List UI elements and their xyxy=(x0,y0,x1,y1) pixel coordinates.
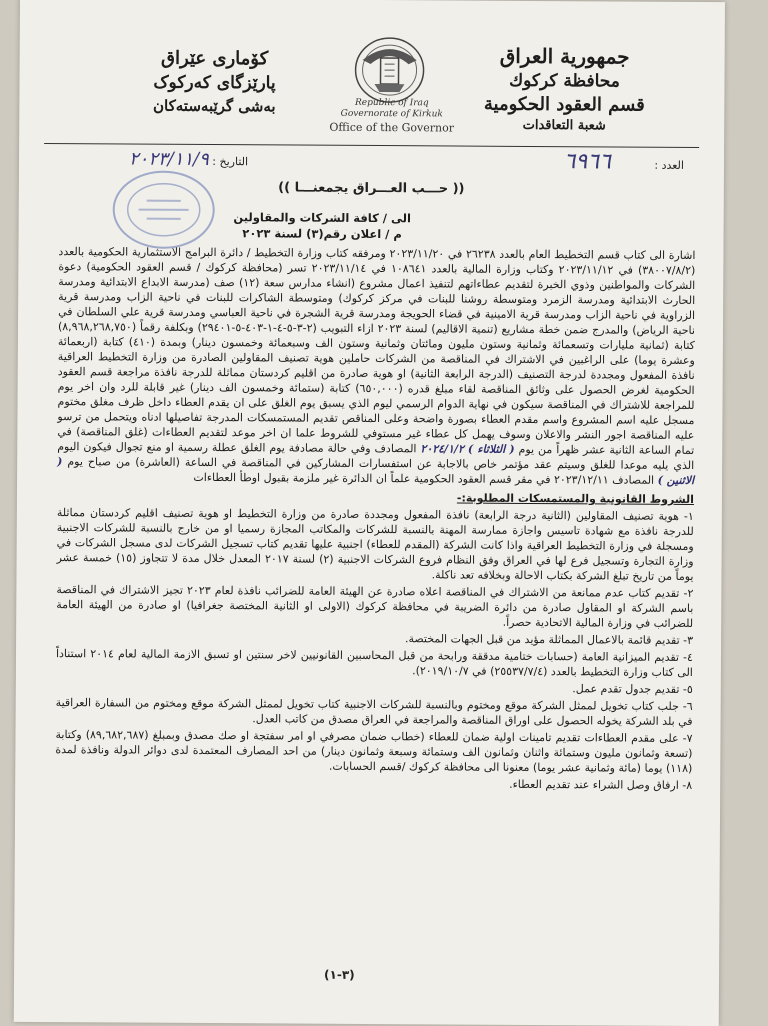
reference-number xyxy=(564,149,685,175)
reference-number-label: العدد : xyxy=(654,158,685,172)
iraq-eagle-emblem-icon xyxy=(344,28,434,109)
main-paragraph xyxy=(57,244,695,488)
header-divider xyxy=(44,143,699,148)
requirements-title: الشروط القانونية والمستمسكات المطلوبة:- xyxy=(456,491,694,506)
announcement-body xyxy=(55,208,696,795)
requirement-item: ٨- ارفاق وصل الشراء عند تقديم العطاء. xyxy=(509,777,693,792)
requirement-item: ٦- جلب كتاب تخويل لممثل الشركة موقع ومختوم وبالنسبة للشركات الاجنبية كتاب تخويل لممثل الشركة موقع ومختوم من السفارة العراقية في بلد الشركة يخوله الحصول على اوراق المناقصة والمراجعة في العراق مصدق من كاتب العدل. xyxy=(55,696,693,728)
header-kurdish-country: كۆماری عێراق xyxy=(161,47,269,70)
header-english xyxy=(319,98,464,137)
page-number: (٣-١) xyxy=(324,967,355,982)
reference-number-value: ٦٩٦٦ xyxy=(563,149,611,175)
document-page xyxy=(14,0,725,1026)
requirement-item: ٧- على مقدم العطاءات تقديم تامينات اولية ضمان للعطاء (خطاب ضمان مصرفي او امر سفتجة او صك مصدق وبمبلغ (٨٩,٦٨٢,٦٨٧) وكتابة (تسعة وثمانون مليون وستمائة واثنان وثمانون الف وستمائة وسبعة وثمانون دينار) من احد المصارف المعتمدة لدى دوائر الدولة ونافذة لمدة (١١٨) يوما (مائة وثمانية عشر يوما) معنونا الى محافظة كركوك /قسم الحسابات. xyxy=(55,728,693,775)
header-en-governorate: Governorate of Kirkuk xyxy=(340,108,443,120)
requirement-item: ٣- تقديم قائمة بالاعمال المماثلة مؤيد من قبل الجهات المختصة. xyxy=(404,632,694,647)
main-paragraph-end: المصادف ٢٠٢٣/١٢/١١ في مقر قسم العقود الحكومية علماً ان الدائرة غير ملزمة بقبول اوطأ العطاءات xyxy=(193,470,655,487)
requirement-item: ٢- تقديم كتاب عدم ممانعة من الاشتراك في المناقصة اعلاه صادرة عن الهيئة العامة للضرائب نافذة لعام ٢٠٢٣ تجيز الاشتراك في المناقصة باسم الشركة او المقاول صادرة من دائرة الضريبة في محافظة كركوك (الاولى او الثانية المختصة جغرافيا) او صادرة من الهيئة العامة للضرائب في وزارة المالية الاتحادية حصراً. xyxy=(56,583,694,630)
closing-day: ( الثلاثاء ) xyxy=(467,442,515,456)
header-kurdish xyxy=(114,46,314,117)
addressee: الى / كافة الشركات والمقاولين xyxy=(233,210,411,226)
header-governorate: محافظة كركوك xyxy=(509,70,620,92)
header-arabic xyxy=(444,42,685,135)
reference-date-label: التاريخ : xyxy=(212,155,249,169)
header-en-country: Republic of Iraq xyxy=(354,97,429,109)
slogan: (( حـــب العـــراق يجمعنـــا )) xyxy=(278,180,465,197)
requirement-item: ١- هوية تصنيف المقاولين (الثانية درجة الرابعة) نافذة المفعول ومجددة صادرة من وزارة التخطيط او هوية تصنيف اقليم كردستان مماثلة للدرجة نافذة مع شهادة تاسيس واجازة ممارسة المهنة بالنسبة للشركات والمكاتب المجازة رسميا او من خارج بالنسبة للشركات الاجنبية ومسجلة في وزارة التخطيط العراقية واذا كانت الشركة (المقدم للعطاء) اجنبية عليها تقديم كتاب تسجيل الشركات لدى مسجل الشركات في وزارة التجارة وتسجيل فرع لها في العراق وفق النظام فروع الشركات الاجنبية (٢) لسنة ٢٠١٧ المعدل خلال مدة لا تتجاوز (١٥) خمسة عشر يوماً من تاريخ تبلغ الشركة بكتاب الاحالة وبخلافه تعد ناكلة. xyxy=(56,506,694,583)
main-paragraph-text: اشارة الى كتاب قسم التخطيط العام بالعدد ٢٦٢٣٨ في ٢٠٢٣/١١/٢٠ ومرفقه كتاب وزارة التخطيط / دائرة البرامج الاستثمارية الحكومية بالعدد (٣٨٠٠٧/٨/٢) في ٢٠٢٣/١١/١٢ وكتاب وزارة المالية بالعدد ١٠٨٦٤١ في ٢٠٢٣/١١/١٤ تسر (محافظة كركوك / قسم العقود الحكومية) دعوة الشركات والمواطنين وذوي الخبرة لتقديم عطاءاتهم لتنفيذ اعمال مشروع (انشاء مدارس سعة (١٢) صف (مدرسة الابداع الابتدائية ومدرسة الحارث الابتدائية ومدرسة الزمرد ومتوسطة روشنا للبنات في مركز كركوك) ومتوسطة الشاكرات للبنات في ناحية الزاب ومدرسة قرية الزراوية في ناحية الزاب ومدرسة قرية الامينية في قضاء الحويجة ومدرسة قرية الشجرة في ناحية العباسي ومدرسة قرية علي السلطان في ناحية الرياض) والمدرج ضمن خطة مشاريع (تنمية الاقاليم) لسنة ٢٠٢٣ ازاء التبويب (٢-٣-٥-٤-١-٤٠٣-٥-٢٩٤٠١) وبكلفة رقماً (٨,٩٦٨,٢٦٨,٧٥٠) كتابة (ثمانية مليارات وتسعمائة وثمانية وستون مليون ومائتان وثمانية وستون الف وسبعمائة وخمسون دينار) وبمدة (٤١٠) كتابة (اربعمائة وعشرة يوما) على الراغبين في الاشتراك في المناقصة من الشركات حاملين هوية تصنيف المقاولين الصادرة من وزارة التخطيط العراقية نافذة المفعول ومجددة لدرجة التصنيف (الدرجة الرابعة الثانية) او هوية صادرة من اقليم كردستان مماثلة للدرجة نافذة مراجعة قسم العقود الحكومية لغرض الحصول على وثائق المناقصة لقاء مبلغ قدره (٦٥٠,٠٠٠) كتابة (ستمائة وخمسون الف دينار) غير قابلة للرد وان اخر يوم للمراجعة للاشتراك في المناقصة سيكون في نهاية الدوام الرسمي ليوم الذي يسبق يوم الغلق على ان يقدم العطاء داخل ظرف مغلق مختوم مسجل عليه اسم المشروع واسم مقدم العطاء بصورة واضحة وعلى المناقص تقديم المستمسكات المدرجة تفاصيلها ادناه ويتحمل من ترسو عليه المناقصة اجور النشر والاعلان وسوف يهمل كل عطاء غير مستوفي للشروط علما ان اخر موعد لتقديم العطاءات (غلق المناقصة) في تمام الساعة الثانية عشر ظهراً من يوم xyxy=(57,245,696,457)
header-division: شعبة التعاقدات xyxy=(522,117,606,134)
header-department: قسم العقود الحكومية xyxy=(483,93,645,116)
header-country: جمهورية العراق xyxy=(499,43,630,69)
reference-date-value: ٢٠٢٣/١١/٩ xyxy=(128,148,209,171)
main-paragraph-continued: المصادف وفي حالة مصادفة يوم الغلق عطلة رسمية او منع تجوال فيكون اليوم الذي يليه موعدا للغلق وسيتم عقد مؤتمر خاص بالاجابة عن استفسارات المشاركين في المناقصة في الساعة (العاشرة) من صباح يوم xyxy=(57,440,695,472)
requirement-item: ٤- تقديم الميزانية العامة (حسابات ختامية مدققة ورابحة من قبل المحاسبين القانونيين لاخر سنتين او تسبق الازمة المالية لعام ٢٠١٤ استناداً الى كتاب وزارة التخطيط بالعدد (٢٥٥٣٧/٧/٤) في ٢٠١٩/١٠/٧). xyxy=(55,647,694,679)
header-kurdish-governorate: پارێزگای کەرکوک xyxy=(153,72,276,94)
conference-day: ( الاثنين ) xyxy=(57,455,695,487)
requirement-item: ٥- تقديم جدول تقدم عمل. xyxy=(572,682,693,696)
header-kurdish-department: بەشی گرێبەستەکان xyxy=(153,96,276,116)
closing-date: ٢٠٢٤/١/٢ xyxy=(420,442,464,456)
subject-line: م / اعلان رقم(٣) لسنة ٢٠٢٣ xyxy=(242,226,402,242)
header-en-office: Office of the Governor xyxy=(329,120,455,135)
